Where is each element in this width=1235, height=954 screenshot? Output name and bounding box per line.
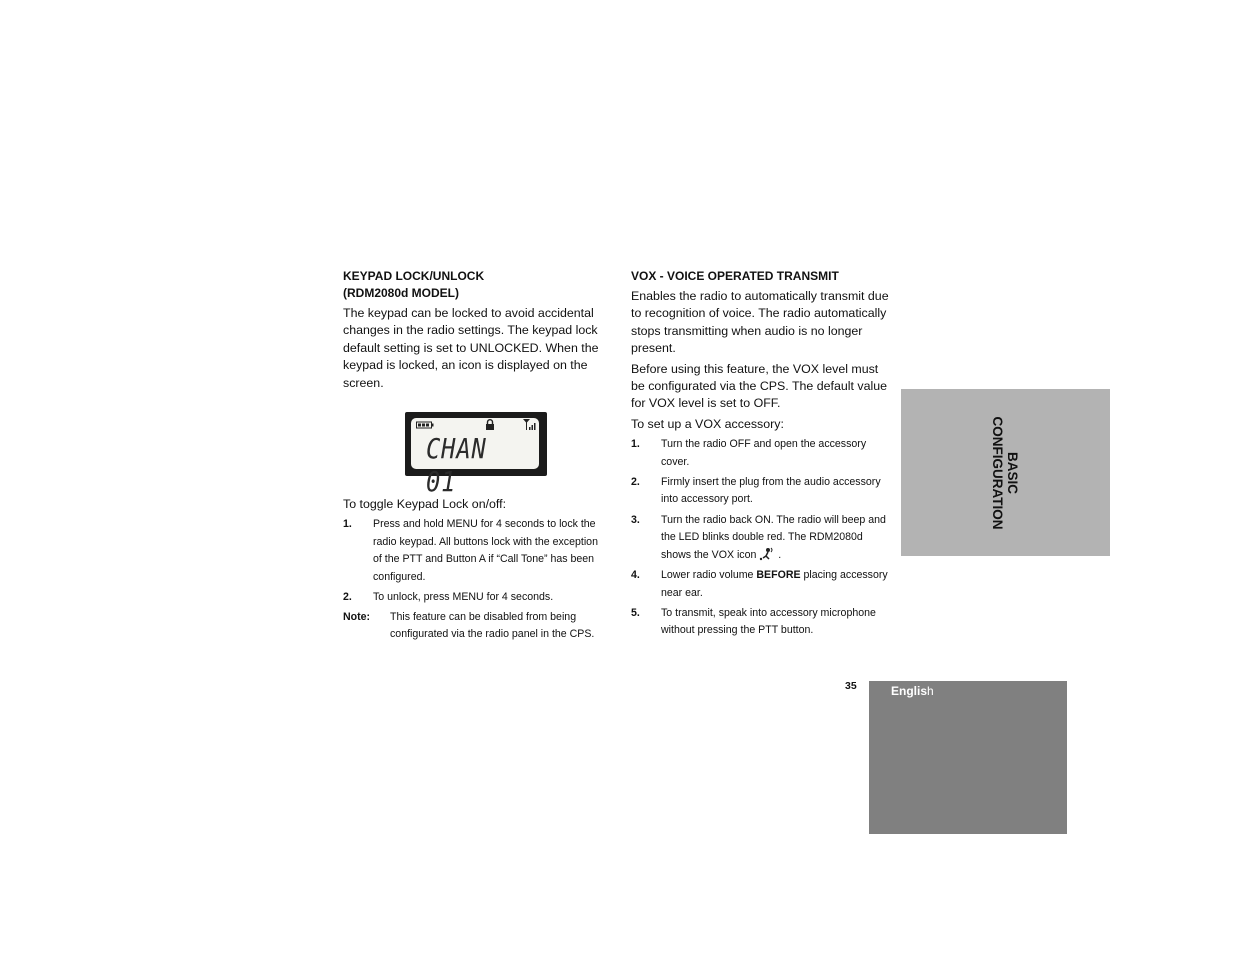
step-text-wrap [661, 512, 893, 564]
lock-icon [485, 419, 495, 430]
note-block [343, 609, 605, 642]
step-text: To transmit, speak into accessory microphone without pressing the PTT button. [661, 606, 876, 637]
list-item [343, 589, 605, 606]
battery-icon [416, 421, 434, 429]
language-tab [869, 681, 1067, 834]
list-item [631, 567, 893, 602]
vox-paragraph-1: Enables the radio to automatically transmit due to recognition of voice. The radio automatically stops transmitting when audio is no longer present. [631, 289, 889, 356]
step-text: Turn the radio OFF and open the accessory cover. [661, 438, 867, 468]
step-number: 2. [343, 591, 352, 604]
step-number: 1. [631, 438, 640, 451]
list-item [631, 436, 893, 471]
chapter-tab-line2: CONFIGURATION [990, 416, 1005, 530]
step-suffix: . [778, 548, 782, 561]
step-text: Firmly insert the plug from the audio accessory into accessory port. [661, 476, 881, 506]
step-text-wrap [661, 567, 893, 602]
step-number: 5. [631, 606, 640, 619]
step-text-after: placing accessory near ear. [661, 569, 888, 599]
note-text: This feature can be disabled from being configurated via the radio panel in the CPS. [390, 611, 595, 641]
step-number: 3. [631, 513, 640, 526]
section-heading [343, 268, 605, 302]
section-heading: VOX - VOICE OPERATED TRANSMIT [631, 269, 839, 283]
radio-display-image [405, 412, 547, 499]
chapter-side-tab [901, 389, 1110, 556]
language-label-bold: Englis [891, 684, 928, 698]
list-item [343, 516, 605, 586]
keypad-steps-list [343, 516, 605, 606]
page-number: 35 [845, 680, 857, 692]
language-label [891, 684, 934, 698]
intro-paragraph: The keypad can be locked to avoid accidental changes in the radio settings. The keypad lock default setting is set to UNLOCKED. When the keypad is locked, an icon is displayed on the screen. [343, 306, 599, 390]
heading-line2: (RDM2080d MODEL) [343, 286, 460, 300]
chapter-tab-label [990, 417, 1020, 530]
vox-section [631, 268, 893, 643]
heading-line1: KEYPAD LOCK/UNLOCK [343, 269, 485, 283]
step-number: 1. [343, 518, 352, 531]
step-text-before: Lower radio volume [661, 569, 757, 582]
signal-strength-icon [523, 419, 537, 430]
channel-display-text: CHAN 01 [426, 432, 487, 499]
step-number: 4. [631, 569, 640, 582]
step-text: To unlock, press MENU for 4 seconds. [373, 591, 554, 604]
list-item [631, 605, 893, 640]
lcd-screen [411, 418, 539, 499]
vox-icon [759, 547, 775, 561]
list-item [631, 474, 893, 509]
setup-intro: To set up a VOX accessory: [631, 416, 784, 431]
step-text: Turn the radio back ON. The radio will beep and the LED blinks double red. The RDM2080d shows the VOX icon [661, 513, 886, 561]
note-label: Note: [343, 611, 371, 624]
chapter-tab-line1: BASIC [1005, 451, 1020, 494]
toggle-intro: To toggle Keypad Lock on/off: [343, 497, 507, 512]
step-text: Press and hold MENU for 4 seconds to lock the radio keypad. All buttons lock with the exception of the PTT and Button A if “Call Tone” has been configured. [373, 518, 598, 583]
list-item [631, 512, 893, 564]
keypad-lock-section [343, 268, 605, 643]
vox-steps-list [631, 436, 893, 639]
step-number: 2. [631, 476, 640, 489]
vox-paragraph-2: Before using this feature, the VOX level must be configurated via the CPS. The default value for VOX level is set to OFF. [631, 361, 888, 411]
step-text-bold: BEFORE [756, 569, 801, 582]
language-label-rest: h [927, 684, 934, 698]
